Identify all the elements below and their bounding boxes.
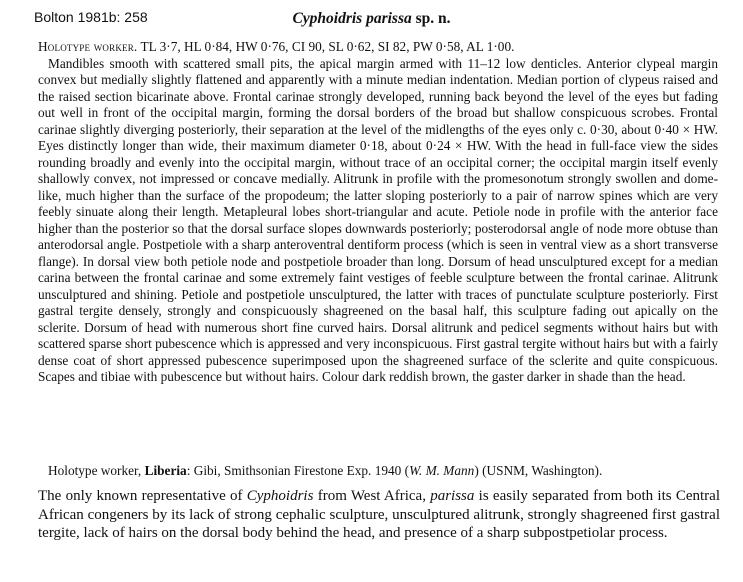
remarks-part3: is easily separated from both its Central African congeners by its lack of strong cephalic sculpture, unsculptured alitrunk, strongly shagreened first gastral tergite, lack of hairs on the dorsal body behind the head, and presence of a sharp subpostpetiolar process. [38, 488, 721, 542]
remarks-species: parissa [430, 488, 475, 504]
holotype-prefix: Holotype worker, [48, 463, 145, 478]
holotype-depository: ) (USNM, Washington). [474, 463, 603, 478]
remarks-genus: Cyphoidris [246, 488, 314, 504]
holotype-collector: W. M. Mann [409, 463, 475, 478]
remarks-part1: The only known representative of [38, 488, 247, 504]
species-suffix: sp. n. [411, 10, 451, 27]
description-paragraph [38, 39, 718, 386]
remarks-part2: from West Africa, [313, 488, 431, 504]
measurements: TL 3·7, HL 0·84, HW 0·76, CI 90, SL 0·62, SI 82, PW 0·58, AL 1·00. [137, 39, 515, 54]
holotype-record [38, 463, 728, 479]
description-text: Mandibles smooth with scattered small pits, the apical margin armed with 11–12 low denticles. Anterior clypeal margin convex but medially slightly flattened and apparently with a minute median indentation. Median portion of clypeus raised and the raised section bicarinate above. Frontal carinae strongly developed, running back beyond the level of the eyes but fading out well in front of the occipital margin, forming the dorsal borders of the broad but shallow conspicuous scrobes. Frontal carinae slightly diverging posteriorly, their separation at the level of the midlengths of the eyes only c. 0·30, about 0·40 × HW. Eyes distinctly longer than wide, their maximum diameter 0·18, about 0·24 × HW. With the head in full-face view the sides rounding broadly and evenly into the occipital margin, without trace of an occipital corner; the occipital margin itself evenly shallowly convex, not impressed or concave medially. Alitrunk in profile with the promesonotum strongly swollen and dome-like, much higher than the surface of the propodeum; the latter sloping posteriorly to a pair of narrow spines which are very feebly sinuate along their length. Metapleural lobes short-triangular and acute. Petiole node in profile with the anterior face higher than the posterior so that the dorsal surface slopes downwards posteriorly; posterodorsal angle of node more obtuse than anterodorsal angle. Postpetiole with a sharp anteroventral dentiform process (which is seen in ventral view as a short transverse flange). In dorsal view both petiole node and postpetiole broader than long. Dorsum of head unsculptured except for a median carina between the frontal carinae and some extremely faint vestiges of feeble sculpture between the frontal carinae. Alitrunk unsculptured and shining. Petiole and postpetiole unsculptured, the latter with traces of punctulate sculpture posteriorly. First gastral tergite densely, strongly and conspicuously shagreened on the basal half, this sculpture fading out apically on the sclerite. Dorsum of head with numerous short fine curved hairs. Dorsal alitrunk and pedicel segments without hairs but with scattered sparse short pubescence which is appressed and very inconspicuous. First gastral tergite without hairs but with a fairly dense coat of short appressed pubescence superimposed upon the shagreened surface of the sclerite and quite conspicuous. Scapes and tibiae with pubescence but without hairs. Colour dark reddish brown, the gaster darker in shade than the head. [38, 55, 718, 384]
species-title [0, 10, 743, 28]
holotype-country: Liberia [144, 463, 187, 478]
citation: Bolton 1981b: 258 [34, 9, 148, 25]
remarks-paragraph [38, 487, 720, 543]
holotype-label: Holotype worker. [38, 39, 138, 54]
holotype-locality: : Gibi, Smithsonian Firestone Exp. 1940 ( [186, 463, 410, 478]
species-name: Cyphoidris parissa [292, 10, 412, 27]
